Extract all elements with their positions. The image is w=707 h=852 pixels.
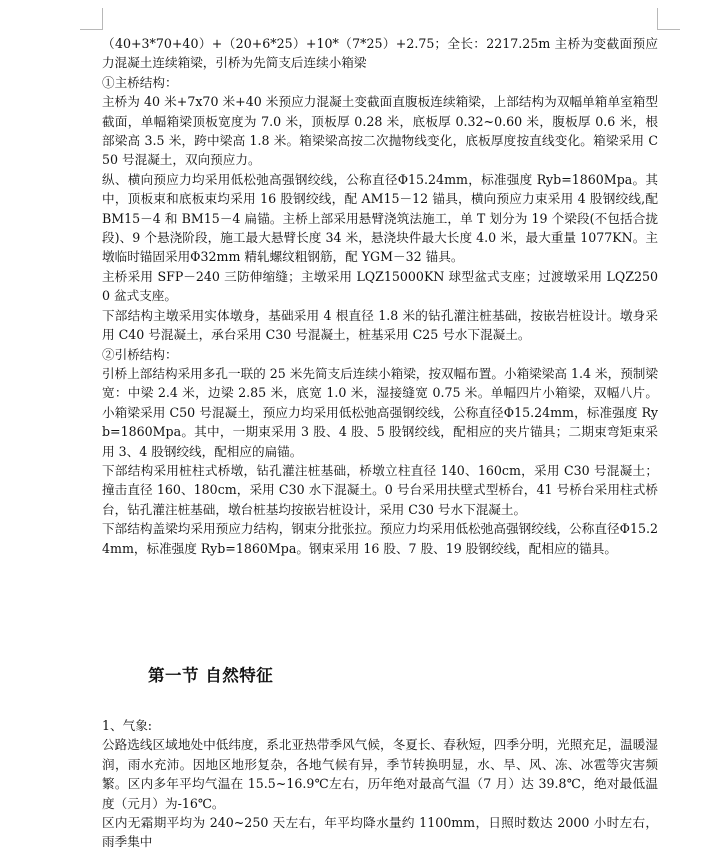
crop-mark-top-right [657,8,658,30]
paragraph-main-bridge-structure: 主桥为 40 米+7x70 米+40 米预应力混凝土变截面直腹板连续箱梁，上部结构为双幅单箱单室箱型截面，单幅箱梁顶板宽度为 7.0 米，顶板厚 0.28 米，底板厚 0.32~0.60 米，腹板厚 0.6 米，根部梁高 3.5 米，跨中梁高 1.8 米。箱梁梁高按二次抛物线变化，底板厚度按直线变化。箱梁采用 C50 号混凝土，双向预应力。 [102,94,658,168]
crop-mark-top-right [658,29,680,30]
section-title: 第一节 自然特征 [148,666,274,685]
paragraph-cap-beam: 下部结构盖梁均采用预应力结构，钢束分批张拉。预应力均采用低松弛高强钢绞线，公称直径Φ15.24mm，标准强度 Ryb=1860Mpa。钢束采用 16 股、7 股、19 股钢绞线，配相应的锚具。 [102,521,658,556]
climate-paragraph: 公路选线区域地处中低纬度，系北亚热带季风气候，冬夏长、春秋短，四季分明，光照充足，温暖湿润，雨水充沛。因地区地形复杂，各地气候有异，季节转换明显，水、旱、风、冻、冰雹等灾害频繁。区内多年平均气温在 15.5~16.9℃左右，历年绝对最高气温（7 月）达 39.8℃，绝对最低温度（元月）为-16℃。 [102,737,658,811]
crop-mark-top-left [102,8,103,30]
climate-heading: 1、气象: [102,718,153,733]
cut-off-line: 区内无霜期平均为 240~250 天左右，年平均降水量约 1100mm，日照时数达 2000 小时左右，雨季集中 [102,815,658,850]
heading-main-bridge: ①主桥结构： [102,74,178,90]
crop-mark-top-left [80,29,102,30]
body-text [102,34,658,558]
climate-section [102,716,658,850]
paragraph-joints-bearings: 主桥采用 SFP－240 三防伸缩缝；主墩采用 LQZ15000KN 球型盆式支座；过渡墩采用 LQZ2500 盆式支座。 [102,268,658,304]
heading-approach-bridge: ②引桥结构： [102,346,178,362]
paragraph-bridge-summary: （40+3*70+40）+（20+6*25）+10*（7*25）+2.75；全长：2217.25m 主桥为变截面预应力混凝土连续箱梁，引桥为先简支后连续小箱梁 [102,36,658,71]
paragraph-prestress: 纵、横向预应力均采用低松弛高强钢绞线，公称直径Φ15.24mm，标准强度 Ryb=1860Mpa。其中，顶板束和底板束均采用 16 股钢绞线，配 AM15－12 锚具，横向预应力束采用 4 股钢绞线,配 BM15－4 和 BM15－4 扁锚。主桥上部采用悬臂浇筑法施工，单 T 划分为 19 个梁段(不包括合拢段)、9 个悬浇阶段，施工最大悬臂长度 34 米，悬浇块件最大长度 4.0 米，最大重量 1077KN。主墩临时锚固采用Φ32mm 精轧螺纹粗钢筋，配 YGM－32 锚具。 [102,171,658,265]
paragraph-approach-superstructure: 引桥上部结构采用多孔一联的 25 米先简支后连续小箱梁，按双幅布置。小箱梁梁高 1.4 米，预制梁宽：中梁 2.4 米，边梁 2.85 米，底宽 1.0 米，湿接缝宽 0.75 米。单幅四片小箱梁，双幅八片。小箱梁采用 C50 号混凝土，预应力均采用低松弛高强钢绞线，公称直径Φ15.24mm，标准强度 Ryb=1860Mpa。其中，一期束采用 3 股、4 股、5 股钢绞线，配相应的夹片锚具；二期束弯矩束采用 3、4 股钢绞线，配相应的扁锚。 [102,365,658,459]
paragraph-approach-substructure: 下部结构采用桩柱式桥墩，钻孔灌注桩基础，桥墩立柱直径 140、160cm，采用 C30 号混凝土；撞击直径 160、180cm，采用 C30 水下混凝土。0 号台采用扶壁式型桥台，41 号桥台采用柱式桥台，钻孔灌注桩基础，墩台桩基均按嵌岩桩设计，采用 C30 号水下混凝土。 [102,462,658,517]
paragraph-substructure: 下部结构主墩采用实体墩身，基础采用 4 根直径 1.8 米的钻孔灌注桩基础，按嵌岩桩设计。墩身采用 C40 号混凝土，承台采用 C30 号混凝土，桩基采用 C25 号水下混凝土。 [102,307,658,343]
